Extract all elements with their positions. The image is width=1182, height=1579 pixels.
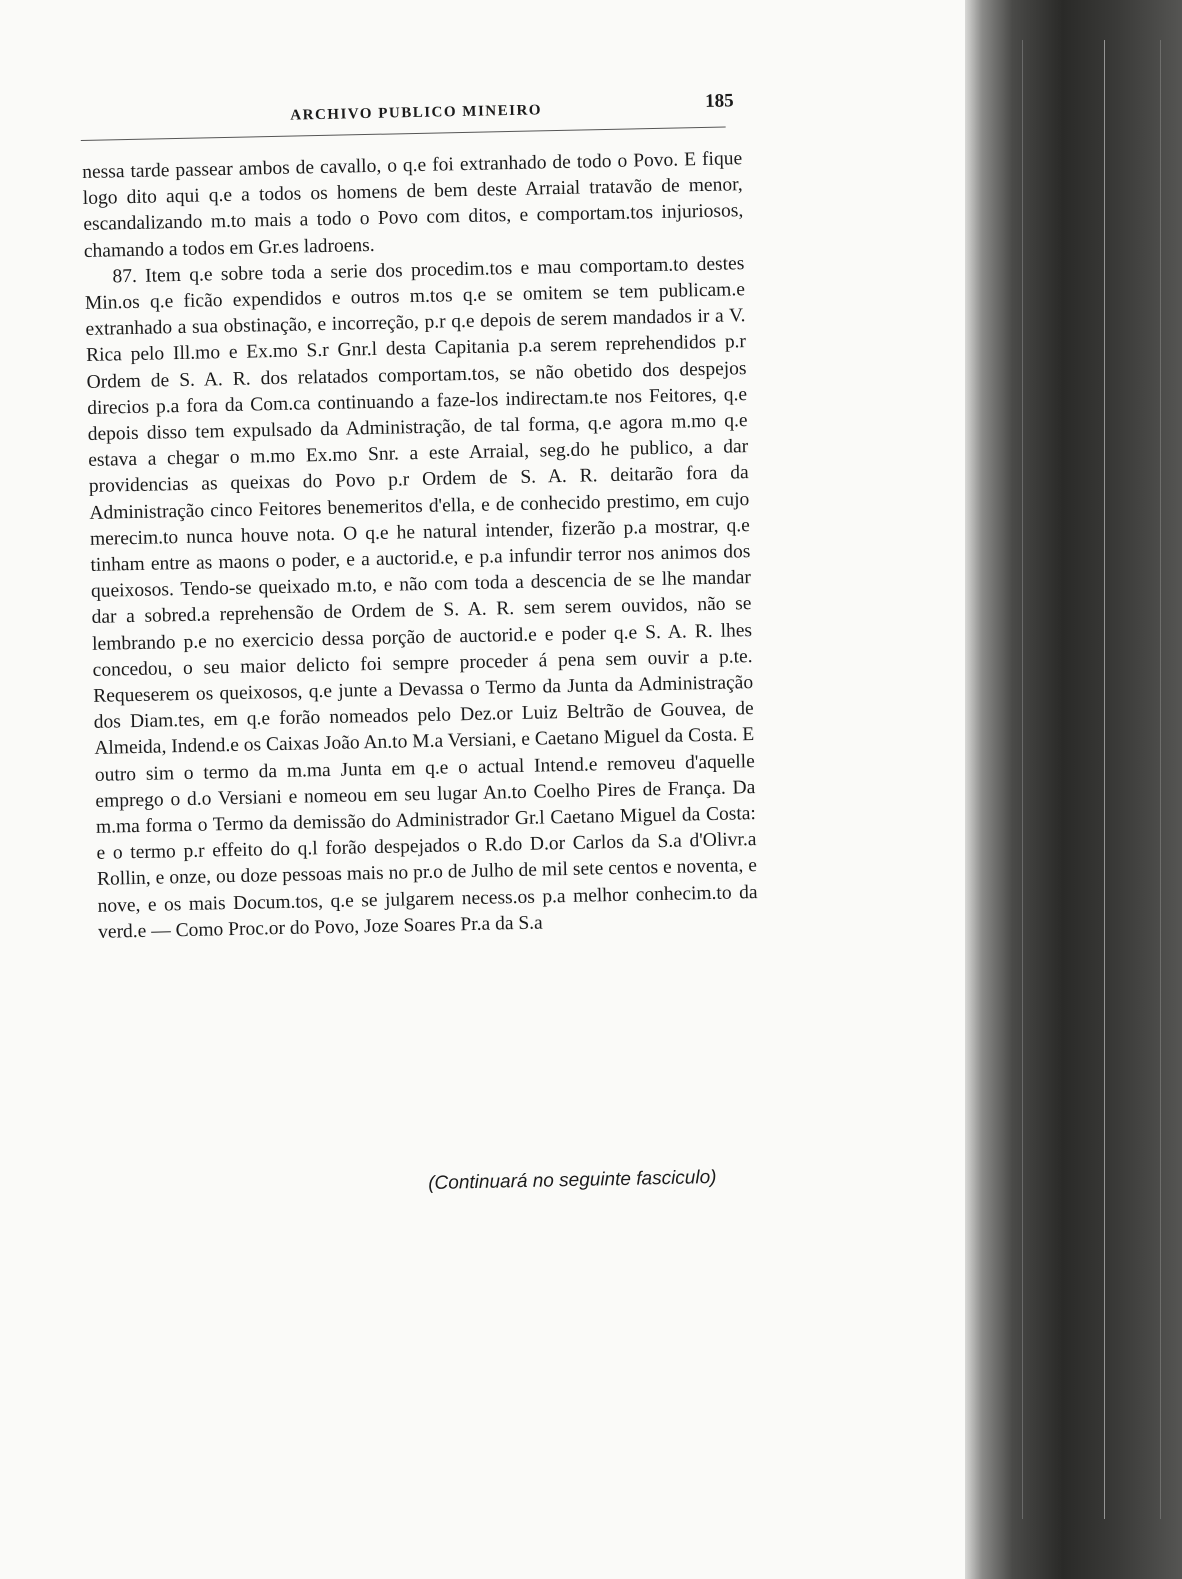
body-text xyxy=(82,146,758,946)
page-header xyxy=(80,88,741,142)
book-spine-edge xyxy=(965,0,1182,1579)
running-head: ARCHIVO PUBLICO MINEIRO xyxy=(290,102,543,124)
paragraph-1: nessa tarde passear ambos de cavallo, o q.e foi extranhado de todo o Povo. E fique logo dito aqui q.e a todos os homens de bem deste Arraial tratavão de menor, escandalizando m.to mais a todo o Povo com ditos, e comportam.tos injuriosos, chamando a todos em Gr.es ladroens. xyxy=(82,148,744,262)
page-number: 185 xyxy=(704,90,734,112)
paragraph-2: 87. Item q.e sobre toda a serie dos procedim.tos e mau comportam.to destes Min.os q.e ficão expendidos e outros m.tos q.e se omitem se tem publicam.e extranhado a sua obstinação, e incorreção, p.r q.e depois de serem mandados ir a V. Rica pelo Ill.mo e Ex.mo S.r Gnr.l desta Capitania p.a serem reprehendidos p.r Ordem de S. A. R. dos relatados comportam.tos, se não obetido dos despejos direcios p.a fora da Com.ca continuando a faze-los indirectam.te nos Feitores, q.e depois disso tem expulsado da Administração, de tal forma, q.e agora m.mo q.e estava a chegar o m.mo Ex.mo Snr. a este Arraial, seg.do he publico, a dar providencias as queixas do Povo p.r Ordem de S. A. R. deitarão fora da Administração cinco Feitores benemeritos d'ella, e de conhecido prestimo, em cujo merecim.to nunca houve nota. O q.e he natural intender, fizerão p.a mostrar, q.e tinham entre as maons o poder, e a auctorid.e, e p.a infundir terror nos animos dos queixosos. Tendo-se queixado m.to, e não com toda a descencia de se lhe mandar dar a sobred.a reprehensão de Ordem de S. A. R. sem serem ouvidos, não se lembrando p.e no exercicio dessa porção de auctorid.e e poder q.e S. A. R. lhes concedou, o seu maior delicto foi sempre proceder á pena sem ouvir a p.te. Requeserem os queixosos, q.e junte a Devassa o Termo da Junta da Administração dos Diam.tes, em q.e forão nomeados pelo Dez.or Luiz Beltrão de Gouvea, de Almeida, Indend.e os Caixas João An.to M.a Versiani, e Caetano Miguel da Costa. E outro sim o termo da m.ma Junta em q.e o actual Intend.e removeu d'aquelle emprego o d.o Versiani e nomeou em seu lugar An.to Coelho Pires de França. Da m.ma forma o Termo da demissão do Administrador Gr.l Caetano Miguel da Costa: e o termo p.r effeito do q.l forão despejados o R.do D.or Carlos da S.a d'Olivr.a Rollin, e onze, ou doze pessoas mais no pr.o de Julho de mil sete centos e noventa, e nove, e os mais Docum.tos, q.e se julgarem necess.os p.a melhor conhecim.to da verd.e — Como Proc.or do Povo, Joze Soares Pr.a da S.a xyxy=(84,252,758,943)
header-rule xyxy=(81,126,726,141)
spine-highlight xyxy=(1022,40,1023,1519)
spine-highlight xyxy=(1104,40,1105,1519)
continuation-note: (Continuará no seguinte fasciculo) xyxy=(428,1166,717,1194)
spine-highlight xyxy=(1160,40,1161,1519)
